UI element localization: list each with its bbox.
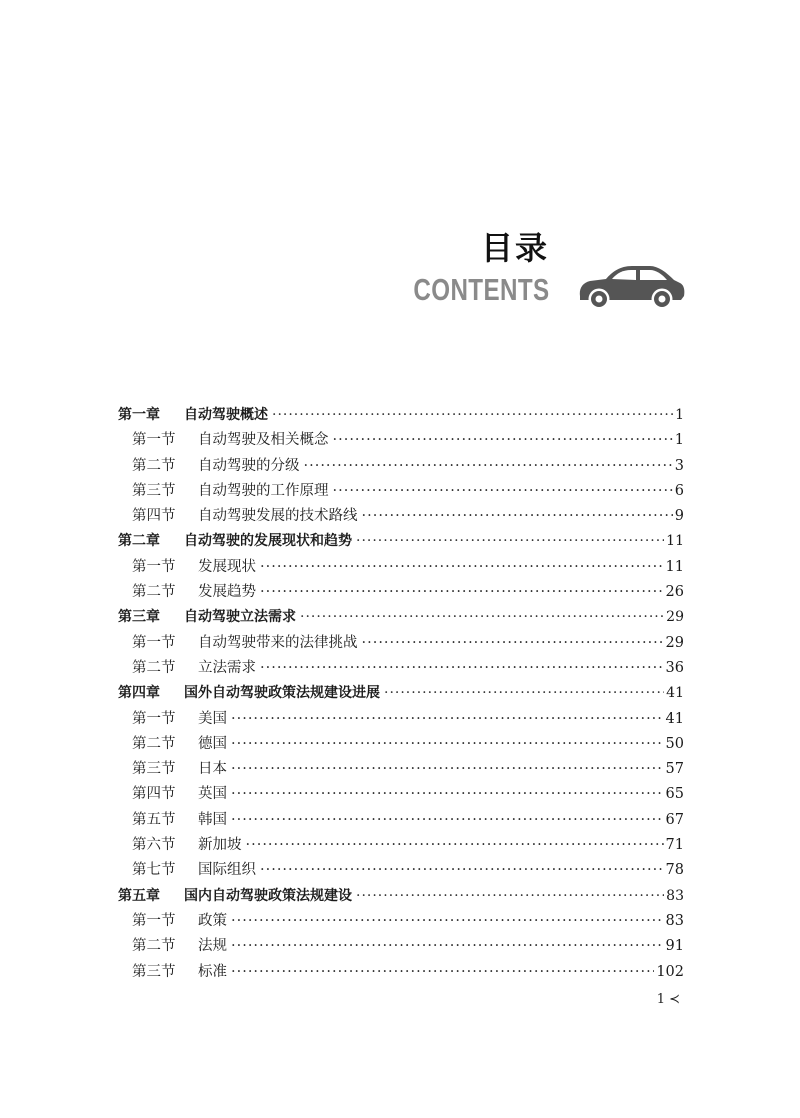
toc-section-row[interactable] (118, 960, 684, 985)
page-title: 目录 (480, 229, 549, 267)
dot-leader (300, 605, 664, 630)
toc-entry-page: 67 (665, 811, 684, 828)
toc-entry-page: 1 (674, 432, 684, 449)
toc-chapter-row[interactable] (118, 884, 684, 909)
toc-entry-number: 第一节 (132, 710, 176, 727)
toc-section-row[interactable] (118, 428, 684, 453)
toc-entry-title: 自动驾驶概述 (184, 407, 268, 423)
toc-section-row[interactable] (118, 555, 684, 580)
toc-section-row[interactable] (118, 782, 684, 807)
dot-leader (333, 428, 673, 453)
toc-section-row[interactable] (118, 479, 684, 504)
toc-entry-page: 9 (674, 508, 684, 525)
toc-entry-page: 29 (665, 634, 684, 651)
dot-leader (260, 656, 664, 681)
toc-entry-number: 第二章 (118, 533, 160, 550)
toc-entry-number: 第一节 (132, 432, 176, 449)
toc-entry-number: 第二节 (132, 457, 176, 474)
dot-leader (231, 732, 664, 757)
toc-entry-title: 政策 (198, 912, 227, 929)
toc-entry-page: 83 (665, 912, 684, 929)
toc-entry-number: 第一章 (118, 407, 160, 423)
toc-section-row[interactable] (118, 808, 684, 833)
toc-section-row[interactable] (118, 934, 684, 959)
page-subtitle: CONTENTS (412, 272, 549, 307)
toc-entry-page: 41 (666, 685, 684, 702)
toc-entry-number: 第五章 (118, 887, 160, 904)
toc-entry-title: 标准 (198, 963, 227, 980)
toc-entry-title: 立法需求 (198, 659, 256, 676)
toc-entry-number: 第一节 (132, 634, 176, 651)
dot-leader (231, 934, 664, 959)
toc-entry-number: 第二节 (132, 659, 176, 676)
toc-entry-title: 发展现状 (198, 558, 256, 575)
toc-entry-title: 日本 (198, 761, 227, 778)
dot-leader (356, 529, 664, 554)
dot-leader (272, 403, 673, 428)
toc-section-row[interactable] (118, 454, 684, 479)
dot-leader (362, 504, 673, 529)
toc-chapter-row[interactable] (118, 681, 684, 706)
dot-leader (362, 631, 664, 656)
toc-entry-number: 第一节 (132, 558, 176, 575)
toc-entry-number: 第四节 (132, 786, 176, 803)
toc-section-row[interactable] (118, 504, 684, 529)
dot-leader (231, 757, 664, 782)
toc-entry-page: 102 (656, 963, 684, 980)
dot-leader (384, 681, 664, 706)
toc-section-row[interactable] (118, 631, 684, 656)
toc-entry-number: 第四节 (132, 508, 176, 525)
toc-section-row[interactable] (118, 833, 684, 858)
dot-leader (304, 454, 673, 479)
toc-entry-number: 第三节 (132, 761, 176, 778)
dot-leader (333, 479, 673, 504)
toc-entry-title: 国内自动驾驶政策法规建设 (184, 887, 352, 904)
toc-entry-page: 11 (666, 533, 684, 550)
toc-entry-number: 第六节 (132, 837, 176, 854)
dot-leader (231, 782, 664, 807)
dot-leader (231, 707, 664, 732)
toc-entry-page: 91 (665, 938, 684, 955)
toc-entry-number: 第四章 (118, 685, 160, 702)
toc-entry-page: 36 (665, 659, 684, 676)
toc-chapter-row[interactable] (118, 529, 684, 554)
toc-entry-title: 自动驾驶的发展现状和趋势 (184, 533, 352, 550)
toc-entry-number: 第三章 (118, 609, 160, 626)
toc-entry-title: 法规 (198, 938, 227, 955)
toc-entry-title: 英国 (198, 786, 227, 803)
toc-entry-title: 美国 (198, 710, 227, 727)
toc-entry-page: 50 (665, 735, 684, 752)
dot-leader (356, 884, 664, 909)
toc-entry-number: 第五节 (132, 811, 176, 828)
toc-entry-page: 65 (665, 786, 684, 803)
toc-section-row[interactable] (118, 580, 684, 605)
toc-section-row[interactable] (118, 858, 684, 883)
toc-entry-page: 1 (675, 407, 684, 423)
dot-leader (260, 555, 664, 580)
toc-entry-title: 发展趋势 (198, 584, 256, 601)
toc-entry-page: 26 (665, 584, 684, 601)
dot-leader (231, 909, 664, 934)
toc-entry-title: 德国 (198, 735, 227, 752)
toc-entry-page: 41 (665, 710, 684, 727)
toc-entry-title: 韩国 (198, 811, 227, 828)
toc-entry-number: 第七节 (132, 862, 176, 879)
toc-chapter-row[interactable] (118, 403, 684, 428)
toc-entry-page: 57 (665, 761, 684, 778)
toc-entry-page: 6 (674, 482, 684, 499)
toc-entry-title: 国外自动驾驶政策法规建设进展 (184, 685, 380, 702)
toc-entry-number: 第二节 (132, 938, 176, 955)
toc-entry-page: 11 (665, 558, 684, 575)
toc-entry-page: 83 (666, 887, 684, 904)
page-number: 1 ≺ (656, 992, 680, 1007)
toc-section-row[interactable] (118, 656, 684, 681)
toc-entry-page: 3 (674, 457, 684, 474)
toc-entry-title: 新加坡 (198, 837, 242, 854)
toc-entry-number: 第一节 (132, 912, 176, 929)
toc-entry-number: 第二节 (132, 735, 176, 752)
toc-entry-number: 第三节 (132, 482, 176, 499)
dot-leader (231, 808, 664, 833)
toc-chapter-row[interactable] (118, 605, 684, 630)
toc-section-row[interactable] (118, 707, 684, 732)
car-icon (576, 262, 686, 312)
toc-section-row[interactable] (118, 757, 684, 782)
toc-entry-page: 29 (666, 609, 684, 626)
toc-entry-page: 78 (665, 862, 684, 879)
toc-entry-title: 国际组织 (198, 862, 256, 879)
toc-entry-number: 第二节 (132, 584, 176, 601)
toc-entry-page: 71 (665, 837, 684, 854)
toc-entry-title: 自动驾驶带来的法律挑战 (198, 634, 358, 651)
toc-entry-number: 第三节 (132, 963, 176, 980)
dot-leader (246, 833, 664, 858)
dot-leader (260, 858, 664, 883)
toc-entry-title: 自动驾驶的分级 (198, 457, 300, 474)
toc-entry-title: 自动驾驶的工作原理 (198, 482, 329, 499)
toc-entry-title: 自动驾驶立法需求 (184, 609, 296, 626)
dot-leader (260, 580, 664, 605)
toc-section-row[interactable] (118, 732, 684, 757)
toc-entry-title: 自动驾驶发展的技术路线 (198, 508, 358, 525)
table-of-contents (118, 403, 684, 985)
toc-section-row[interactable] (118, 909, 684, 934)
toc-entry-title: 自动驾驶及相关概念 (198, 432, 329, 449)
dot-leader (231, 960, 654, 985)
